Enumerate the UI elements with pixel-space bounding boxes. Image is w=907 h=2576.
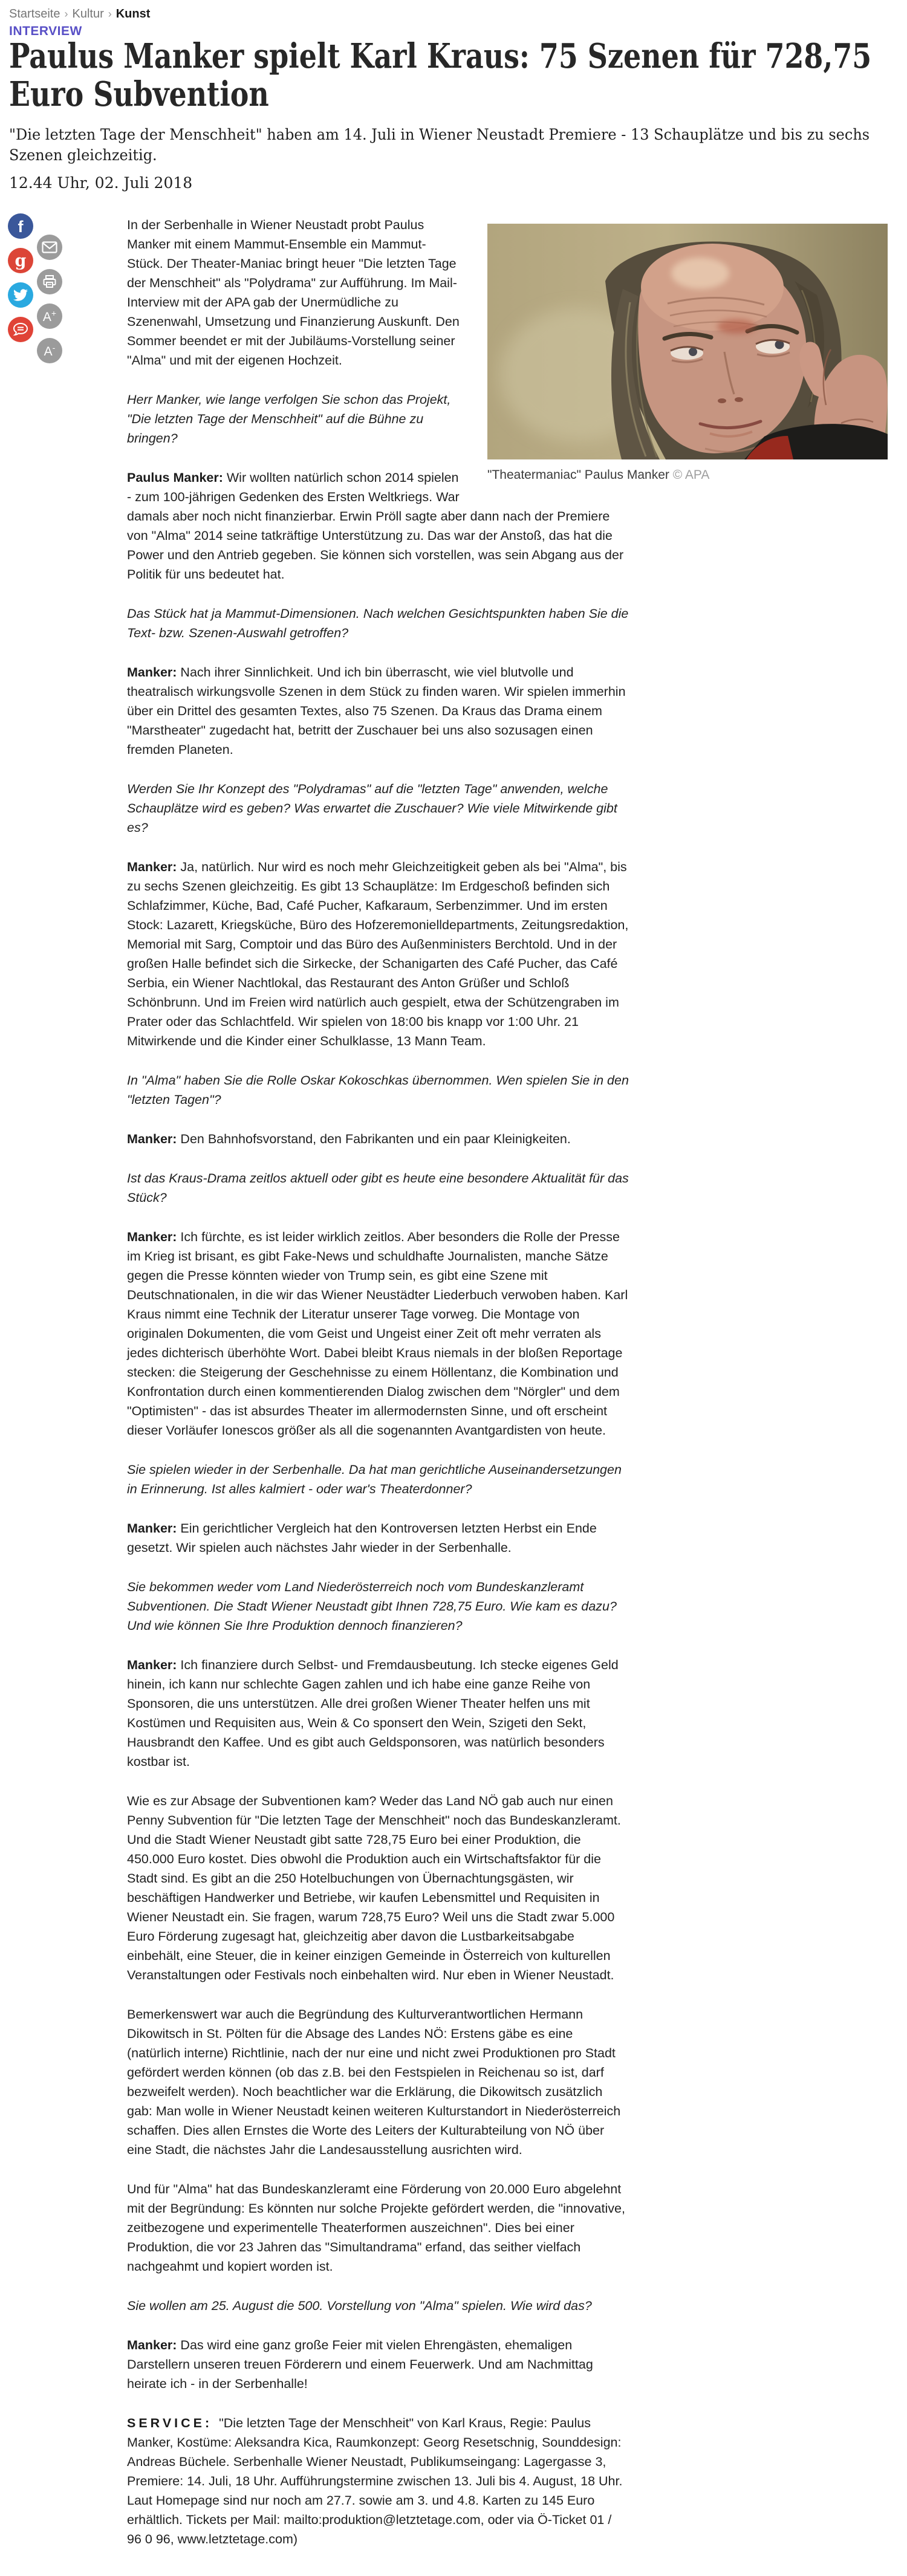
comments-button[interactable] [8,317,33,342]
font-increase-icon: A+ [42,308,57,324]
service-paragraph: SERVICE: "Die letzten Tage der Menschheit" von Karl Kraus, Regie: Paulus Manker, Kostüme: Aleksandra Kica, Raumkonzept: Georg Resetschnig, Sounddesign: Andreas Büchele. Serbenhalle Wiener Neustadt, Publikumseingang: Lagergasse 3, Premiere: 14. Juli, 18 Uhr. Aufführungstermine zwischen 13. Juli bis 4. August, 18 Uhr. Laut Homepage sind nur noch am 27.7. sowie am 3. und 4.8. Karten zu 145 Euro erhältlich. Tickets per Mail: mailto:produktion@letztetage.com, oder via Ö-Ticket 01 / 96 0 96, www.letztetage.com) [127,2416,623,2546]
article-headline: Paulus Manker spielt Karl Kraus: 75 Szenen für 728,75 Euro Subvention [9,36,872,114]
para-paragraph: Und für "Alma" hat das Bundeskanzleramt eine Förderung von 20.000 Euro abgelehnt mit der Begründung: Es könnten nur solche Projekte gefördert werden, die "innovative, zeitbezogene und experimentelle Theaterformen auszeichnen". Dies bei einer Produktion, die vor 23 Jahren das "Simultandrama" erfand, das seither vielfach nachgeahmt und kopiert worden ist. [127,2182,625,2274]
facebook-share-button[interactable] [8,213,33,239]
interview-answer: Manker: Den Bahnhofsvorstand, den Fabrikanten und ein paar Kleinigkeiten. [127,1132,571,1146]
para-paragraph: Bemerkenswert war auch die Begründung des Kulturverantwortlichen Hermann Dikowitsch in St. Pölten für die Absage des Landes NÖ: Erstens gäbe es eine (natürlich interne) Richtlinie, nach der nur eine und nicht zwei Produktionen pro Stadt gefördert werden können (ob das z.B. bei den Festspielen in Reichenau so ist, darf bezweifelt werden). Noch beachtlicher war die Erklärung, die Dikowitsch zusätzlich gab: Man wolle in Wiener Neustadt keinen weiteren Kulturstandort in Niederösterreich schaffen. Dies allen Ernstes die Worte des Leiters der Kulturabteilung von NÖ über eine Stadt, die nächstes Jahr die Landesausstellung ausrichten wird. [127,2007,621,2157]
envelope-icon [42,241,57,253]
interview-question: Ist das Kraus-Drama zeitlos aktuell oder gibt es heute eine besondere Aktualität für das Stück? [127,1171,629,1205]
googleplus-icon: g [15,251,27,270]
interview-question: Sie wollen am 25. August die 500. Vorstellung von "Alma" spielen. Wie wird das? [127,2299,592,2313]
interview-question: Das Stück hat ja Mammut-Dimensionen. Nach welchen Gesichtspunkten haben Sie die Text- bzw. Szenen-Auswahl getroffen? [127,606,629,640]
interview-answer: Manker: Ich fürchte, es ist leider wirklich zeitlos. Aber besonders die Rolle der Presse im Krieg ist brisant, es gibt Fake-News und schuldhafte Journalisten, manche Sätze gegen die Presse könnten wieder von Trump sein, es gibt eine Szene mit Deutschnationalen, in die wir das Wiener Neustädter Liederbuch verwoben haben. Karl Kraus nimmt eine Technik der Literatur unserer Tage vorweg. Die Montage von originalen Dokumenten, die vom Geist und Ungeist einer Zeit oft mehr verraten als jedes dichterisch überhöhte Wort. Dabei bleibt Kraus niemals in der bloßen Reportage stecken: die Steigerung der Geschehnisse zu einem Höllentanz, die Kombination und Konfrontation durch einen kommentierenden Dialog zwischen dem "Nörgler" und dem "Optimisten" - das ist absurdes Theater im allermodernsten Sinne, und oft erscheint dieser Vorläufer Ionescos größer als all die sogenannten Avantgardisten von heute. [127,1230,628,1438]
interview-question: In "Alma" haben Sie die Rolle Oskar Kokoschkas übernommen. Wen spielen Sie in den "letzten Tagen"? [127,1073,629,1107]
facebook-icon: f [18,217,24,236]
breadcrumb [9,7,150,21]
twitter-share-button[interactable] [8,282,33,308]
interview-question: Werden Sie Ihr Konzept des "Polydramas" auf die "letzten Tage" anwenden, welche Schauplätze wird es geben? Was erwartet die Zuschauer? Wie viele Mitwirkende gibt es? [127,782,617,835]
interview-answer: Paulus Manker: Wir wollten natürlich schon 2014 spielen - zum 100-jährigen Gedenken des Ersten Weltkriegs. War damals aber noch nicht finanzierbar. Erwin Pröll sagte aber dann nach der Premiere von "Alma" 2014 seine tatkräftige Unterstützung zu. Das war der Anstoß, das hat die Power und den Antrieb gegeben. Sie können sich vorstellen, was sein Abgang aus der Politik für uns bedeutet hat. [127,470,624,582]
article-timestamp: 12.44 Uhr, 02. Juli 2018 [9,174,193,192]
breadcrumb-separator-icon: › [108,8,112,20]
print-button[interactable] [37,269,62,294]
intro-paragraph: In der Serbenhalle in Wiener Neustadt probt Paulus Manker mit einem Mammut-Ensemble ein Mammut-Stück. Der Theater-Maniac bringt heuer "Die letzten Tage der Menschheit" als "Polydrama" zur Aufführung. Im Mail-Interview mit der APA gab der Unermüdliche zu Szenenwahl, Umsetzung und Finanzierung Auskunft. Den Sommer beendet er mit der Jubiläums-Vorstellung seiner "Alma" und mit der eigenen Hochzeit. [127,218,460,368]
breadcrumb-separator-icon: › [64,8,68,20]
breadcrumb-link-kultur[interactable]: Kultur [72,7,104,21]
breadcrumb-link-kunst[interactable]: Kunst [115,7,151,21]
speaker-label: Manker: [127,1521,181,1536]
article-body [127,215,710,2569]
interview-question: Herr Manker, wie lange verfolgen Sie schon das Projekt, "Die letzten Tage der Menschheit" auf die Bühne zu bringen? [127,392,451,446]
font-decrease-icon: A- [44,343,56,358]
photo-credit: © APA [672,468,710,482]
speaker-label: Paulus Manker: [127,470,227,485]
speaker-label: SERVICE: [127,2416,219,2430]
googleplus-share-button[interactable] [8,248,33,273]
share-rail [8,213,68,371]
printer-icon [42,274,57,289]
interview-answer: Manker: Das wird eine ganz große Feier mit vielen Ehrengästen, ehemaligen Darstellern unseren treuen Förderern und einem Feuerwerk. Und am Nachmittag heirate ich - in der Serbenhalle! [127,2338,593,2391]
article-kicker: INTERVIEW [9,24,82,38]
breadcrumb-link-startseite[interactable]: Startseite [9,7,60,21]
speaker-label: Manker: [127,1230,181,1244]
para-paragraph: Wie es zur Absage der Subventionen kam? Weder das Land NÖ gab auch nur einen Penny Subvention für "Die letzten Tage der Menschheit" noch das Bundeskanzleramt. Und die Stadt Wiener Neustadt gibt satte 728,75 Euro bei einer Produktion, die 450.000 Euro kostet. Dies obwohl die Produktion auch ein Wirtschaftsfaktor für die Stadt sind. Es gibt an die 250 Hotelbuchungen von Übernachtungsgästen, wir beschäftigen Handwerker und Betriebe, wir kaufen Lebensmittel und Requisiten in Wiener Neustadt ein. Sie fragen, warum 728,75 Euro? Weil uns die Stadt zwar 5.000 Euro Förderung zugesagt hat, gleichzeitig aber davon die Lustbarkeitsabgabe einbehält, eine Steuer, die in keiner einzigen Gemeinde in Österreich von kulturellen Veranstaltungen oder Festivals noch einbehalten wird. Nur eben in Wiener Neustadt. [127,1794,621,1982]
speaker-label: Manker: [127,665,181,680]
interview-question: Sie spielen wieder in der Serbenhalle. Da hat man gerichtliche Auseinandersetzungen in Erinnerung. Ist alles kalmiert - oder war's Theaterdonner? [127,1462,622,1496]
speech-bubble-icon [13,322,28,337]
font-size-increase-button[interactable] [37,303,62,329]
twitter-bird-icon [13,288,28,302]
speaker-label: Manker: [127,1132,181,1146]
portrait-photo [487,224,888,459]
interview-answer: Manker: Ein gerichtlicher Vergleich hat den Kontroversen letzten Herbst ein Ende gesetzt. Wir spielen auch nächstes Jahr wieder in der Serbenhalle. [127,1521,597,1555]
interview-question: Sie bekommen weder vom Land Niederösterreich noch vom Bundeskanzleramt Subventionen. Die Stadt Wiener Neustadt gibt Ihnen 728,75 Euro. Wie kam es dazu? Und wie können Sie Ihre Produktion dennoch finanzieren? [127,1580,617,1633]
photo-caption: "Theatermaniac" Paulus Manker © APA [487,468,710,482]
interview-answer: Manker: Ja, natürlich. Nur wird es noch mehr Gleichzeitigkeit geben als bei "Alma", bis zu sechs Szenen gleichzeitig. Es gibt 13 Schauplätze: Im Erdgeschoß befinden sich Schlafzimmer, Küche, Bad, Café Pucher, Kafkaraum, Serbenzimmer. Und im ersten Stock: Lazarett, Kriegsküche, Büro des Hofzeremonielldepartments, Zeitungsredaktion, Memorial mit Sarg, Comptoir und das Büro des Außenministers Berchtold. Und in der großen Halle befindet sich die Sirkecke, der Schanigarten des Café Pucher, das Café Serbia, ein Wiener Nachtlokal, das Restaurant des Anton Grüßer und Schloß Schönbrunn. Und im Freien wird natürlich auch gespielt, etwa der Schützengraben im Prater oder das Schlachtfeld. Wir spielen von 18:00 bis knapp vor 1:00 Uhr. 21 Mitwirkende und die Kinder einer Schulklasse, 13 Mann Team. [127,860,629,1048]
article-photo-figure [487,224,888,483]
speaker-label: Manker: [127,1658,181,1672]
email-share-button[interactable] [37,235,62,260]
speaker-label: Manker: [127,2338,181,2352]
interview-answer: Manker: Ich finanziere durch Selbst- und Fremdausbeutung. Ich stecke eigenes Geld hinein, ich kann nur schlechte Gagen zahlen und ich habe eine ganze Reihe von Sponsoren, die uns unterstützen. Alle drei großen Wiener Theater helfen uns mit Kostümen und Requisiten aus, Wein & Co sponsert den Wein, Szigeti den Sekt, Hausbrandt den Kaffee. Und es gibt auch Geldsponsoren, was natürlich besonders kostbar ist. [127,1658,619,1769]
article-subtitle: "Die letzten Tage der Menschheit" haben am 14. Juli in Wiener Neustadt Premiere - 13 Schauplätze und bis zu sechs Szenen gleichzeitig. [9,126,870,164]
interview-answer: Manker: Nach ihrer Sinnlichkeit. Und ich bin überrascht, wie viel blutvolle und theatralisch wirkungsvolle Szenen in dem Stück zu finden waren. Wir spielen immerhin über ein Drittel des gesamten Textes, also 75 Szenen. Da Kraus das Drama einem "Marstheater" zugedacht hat, betritt der Zuschauer bei uns also sozusagen einen fremden Planeten. [127,665,626,757]
speaker-label: Manker: [127,860,181,874]
font-size-decrease-button[interactable] [37,338,62,363]
